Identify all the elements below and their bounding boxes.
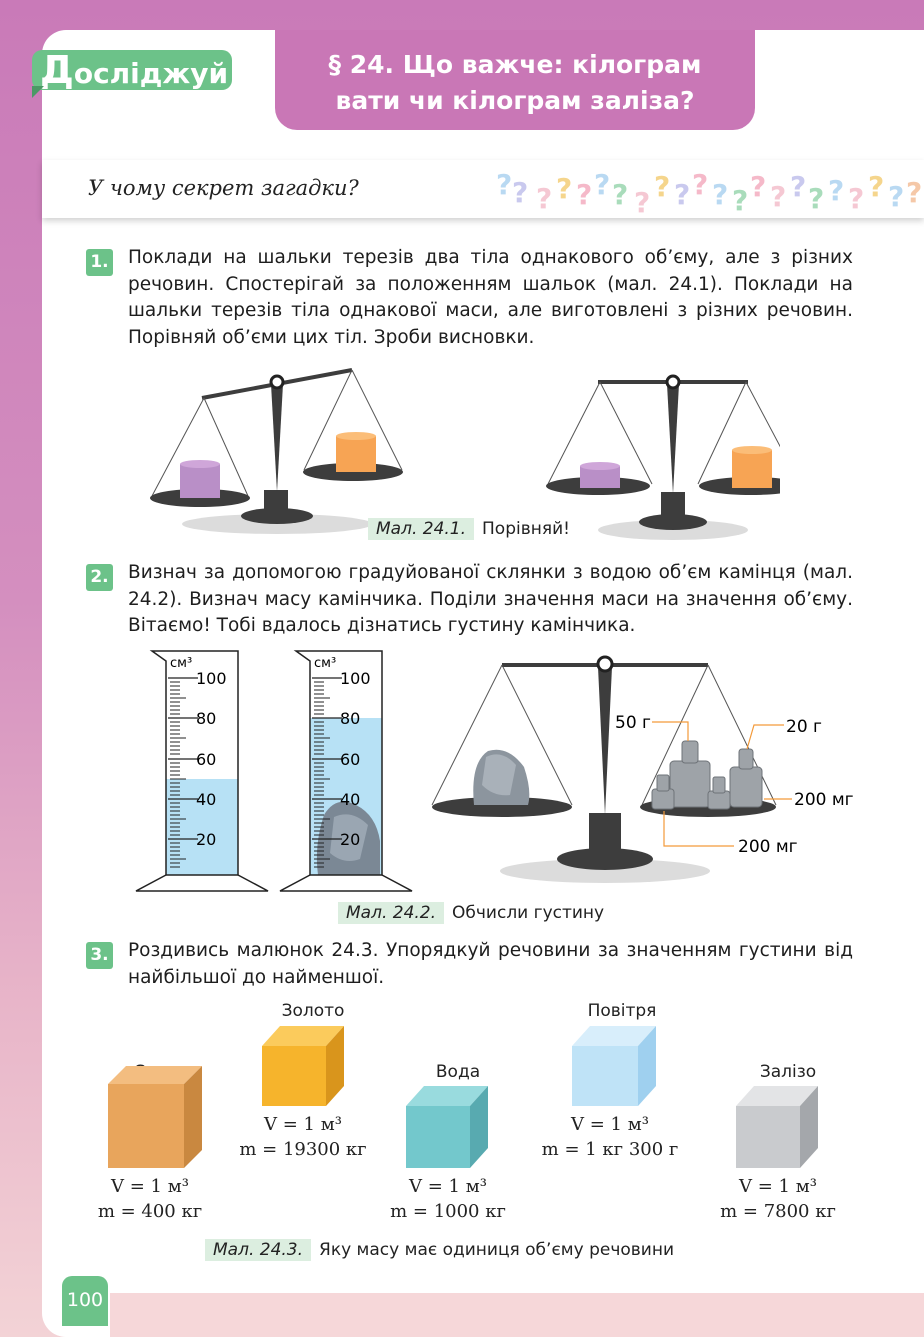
- figure-24-3-caption: [205, 1240, 674, 1260]
- svg-text:?: ?: [692, 168, 709, 201]
- cylinder-2-mark-60: 60: [340, 750, 361, 769]
- svg-text:?: ?: [594, 168, 611, 201]
- cylinder-1-mark-40: 40: [196, 790, 217, 809]
- formula-gold: [203, 1112, 403, 1162]
- iron-volume: V = 1 м³: [739, 1176, 817, 1197]
- cylinder-2-mark-40: 40: [340, 790, 361, 809]
- water-volume: V = 1 м³: [409, 1176, 487, 1197]
- svg-text:?: ?: [828, 174, 845, 207]
- gold-volume: V = 1 м³: [264, 1114, 342, 1135]
- formula-water: [348, 1174, 548, 1224]
- svg-text:?: ?: [612, 178, 629, 211]
- figure-24-2-caption: [338, 903, 604, 923]
- pine-mass: m = 400 кг: [97, 1201, 203, 1222]
- balance-with-weights: [432, 657, 854, 883]
- cube-iron: [736, 1086, 818, 1168]
- task-text-2: Визнач за допомогою градуйованої склянки з водою об’єм камінця (мал. 24.2). Визнач масу камінчика. Поділи значення маси на значення об’єму. Вітаємо! Тобі вдалось дізнатись густину камінчика.: [128, 562, 853, 636]
- iron-mass: m = 7800 кг: [720, 1201, 836, 1222]
- bottom-band: [110, 1293, 924, 1337]
- title-box: [275, 30, 755, 130]
- page-number: 100: [62, 1276, 108, 1326]
- measuring-cylinder-1: [136, 651, 268, 891]
- title-line-2: вати чи кілограм заліза?: [335, 86, 695, 115]
- cube-label-water: Вода: [435, 1062, 481, 1082]
- air-volume: V = 1 м³: [571, 1114, 649, 1135]
- svg-text:?: ?: [808, 182, 825, 215]
- svg-text:?: ?: [790, 170, 807, 203]
- cylinder-2-mark-100: 100: [340, 669, 371, 688]
- air-mass: m = 1 кг 300 г: [541, 1139, 679, 1160]
- caption-text: Порівняй!: [482, 519, 570, 539]
- balance-left: [150, 370, 403, 534]
- svg-text:?: ?: [888, 180, 905, 213]
- cylinder-1-unit: см³: [170, 656, 193, 671]
- task-number-2: 2.: [86, 564, 113, 591]
- badge-initial: Д: [40, 48, 74, 92]
- caption-text: Яку масу має одиниця об’єму речовини: [319, 1240, 674, 1260]
- task-text-3: Роздивись малюнок 24.3. Упорядкуй речовини за значенням густини від найбільшої до найменшої.: [128, 940, 853, 988]
- svg-text:?: ?: [634, 186, 651, 218]
- formula-pine: [50, 1174, 250, 1224]
- gold-mass: m = 19300 кг: [239, 1139, 367, 1160]
- task-number-3: 3.: [86, 942, 113, 969]
- cylinder-2-mark-80: 80: [340, 709, 361, 728]
- balance-right: [546, 376, 780, 540]
- svg-text:?: ?: [674, 178, 691, 211]
- water-mass: m = 1000 кг: [390, 1201, 506, 1222]
- figure-24-2: [130, 645, 870, 895]
- cube-label-gold: Золото: [281, 1001, 345, 1021]
- question-bar: [42, 160, 924, 218]
- cube-water: [406, 1086, 488, 1168]
- svg-text:?: ?: [556, 172, 573, 205]
- svg-text:?: ?: [906, 176, 922, 209]
- svg-text:?: ?: [868, 170, 885, 203]
- cylinder-1-mark-80: 80: [196, 709, 217, 728]
- svg-text:?: ?: [750, 170, 767, 203]
- weight-label-200mg-b: 200 мг: [738, 837, 798, 857]
- weight-label-20g: 20 г: [786, 717, 822, 737]
- cube-pine: [108, 1066, 202, 1168]
- cube-air: [572, 1026, 656, 1106]
- cube-gold: [262, 1026, 344, 1106]
- cylinder-1-mark-60: 60: [196, 750, 217, 769]
- cylinder-2-unit: см³: [314, 656, 337, 671]
- svg-text:?: ?: [536, 182, 553, 215]
- badge-tail: [32, 86, 44, 98]
- question-text: У чому секрет загадки?: [88, 176, 359, 200]
- weight-label-200mg-a: 200 мг: [794, 790, 854, 810]
- svg-text:?: ?: [512, 176, 529, 209]
- section-badge: [32, 50, 232, 90]
- weight-label-50g: 50 г: [615, 713, 651, 733]
- formula-air: [510, 1112, 710, 1162]
- measuring-cylinder-2: [280, 651, 412, 891]
- caption-text: Обчисли густину: [452, 903, 605, 923]
- caption-label: Мал. 24.3.: [205, 1239, 311, 1261]
- figure-24-1-caption: [368, 519, 570, 539]
- cube-label-air: Повітря: [587, 1001, 657, 1021]
- cylinder-2-mark-20: 20: [340, 830, 361, 849]
- cube-label-iron: Залізо: [759, 1062, 817, 1082]
- question-marks-decoration: [492, 164, 922, 218]
- formula-iron: [678, 1174, 878, 1224]
- caption-label: Мал. 24.1.: [368, 518, 474, 540]
- cylinder-1-mark-20: 20: [196, 830, 217, 849]
- caption-label: Мал. 24.2.: [338, 902, 444, 924]
- svg-text:?: ?: [496, 168, 513, 201]
- cylinder-1-mark-100: 100: [196, 669, 227, 688]
- task-number-1: 1.: [86, 249, 113, 276]
- task-text-1: Поклади на шальки терезів два тіла однакового об’єму, але з різних речовин. Спостерігай за положенням шальок (мал. 24.1). Поклади на шальки терезів тіла однакової маси, але виготовлені з різних речовин. Порівняй об’єми цих тіл. Зроби висновки.: [128, 247, 853, 348]
- svg-text:?: ?: [712, 178, 729, 211]
- svg-text:?: ?: [576, 178, 593, 211]
- pine-volume: V = 1 м³: [111, 1176, 189, 1197]
- title-line-1: § 24. Що важче: кілограм: [328, 50, 702, 79]
- badge-text: осліджуй: [73, 57, 229, 90]
- svg-text:?: ?: [770, 180, 787, 213]
- svg-text:?: ?: [732, 184, 749, 217]
- svg-text:?: ?: [654, 170, 671, 203]
- svg-text:?: ?: [848, 182, 865, 215]
